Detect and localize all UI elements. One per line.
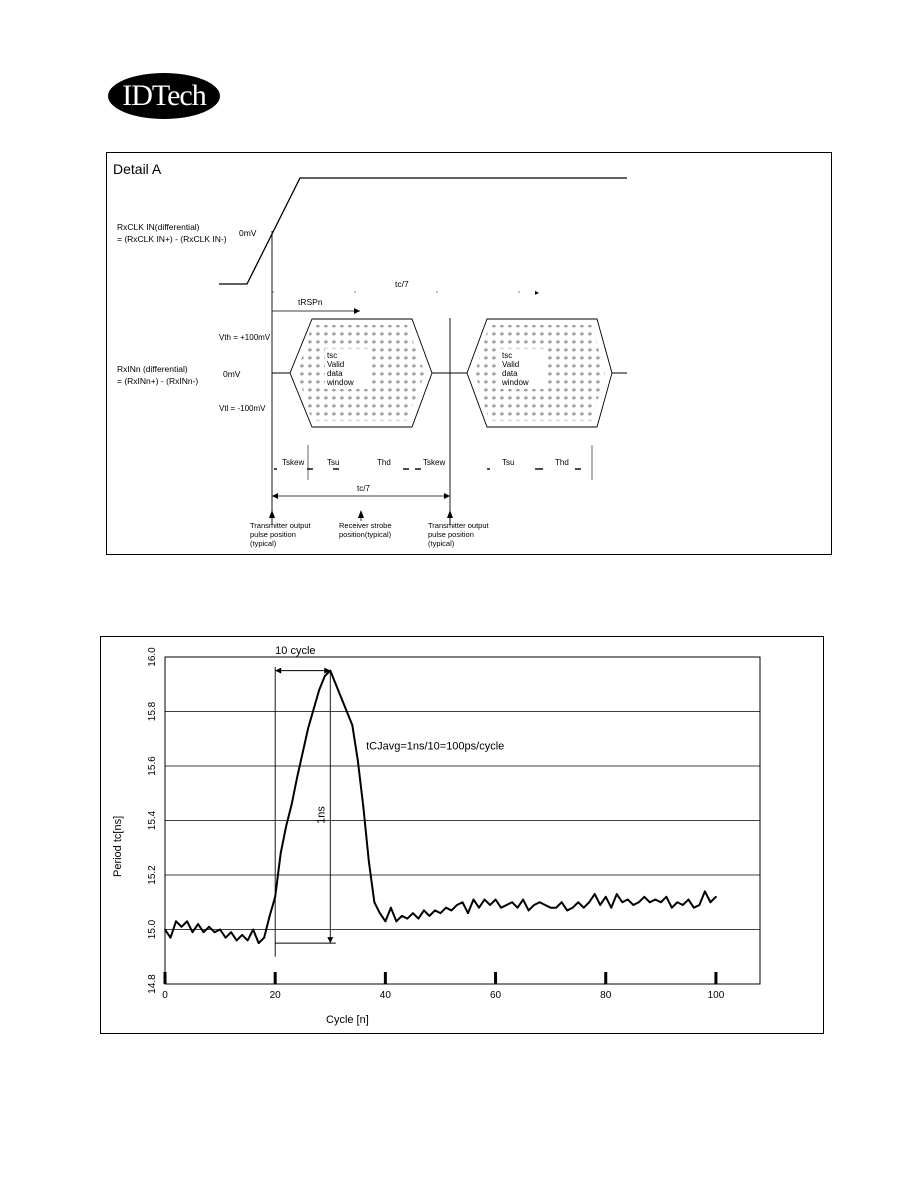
data-point bbox=[346, 711, 348, 713]
detail-title: Detail A bbox=[113, 161, 162, 177]
data-point bbox=[368, 860, 370, 862]
eye-1-label-0: tsc bbox=[327, 351, 338, 360]
jitter-avg-label: tCJavg=1ns/10=100ps/cycle bbox=[366, 740, 505, 753]
y-tick-label: 14.8 bbox=[147, 974, 158, 994]
data-point bbox=[219, 929, 221, 931]
data-point bbox=[462, 901, 464, 903]
data-point bbox=[528, 910, 530, 912]
data-point bbox=[418, 918, 420, 920]
data-point bbox=[671, 907, 673, 909]
data-point bbox=[197, 923, 199, 925]
data-point bbox=[621, 901, 623, 903]
data-point bbox=[423, 910, 425, 912]
y-tick-label: 15.2 bbox=[147, 865, 158, 885]
data-point bbox=[258, 942, 260, 944]
x-axis-label: Cycle [n] bbox=[326, 1014, 369, 1026]
data-point bbox=[588, 901, 590, 903]
data-point bbox=[676, 901, 678, 903]
data-point bbox=[285, 825, 287, 827]
period-chart-panel bbox=[100, 636, 824, 1034]
logo-text: IDTech bbox=[122, 79, 206, 112]
data-point bbox=[627, 899, 629, 901]
data-point bbox=[555, 907, 557, 909]
eye-2-label-2: data bbox=[502, 369, 518, 378]
data-point bbox=[208, 926, 210, 928]
vtl-label: Vtl = -100mV bbox=[219, 404, 266, 413]
data-point bbox=[225, 937, 227, 939]
data-point bbox=[550, 907, 552, 909]
data-point bbox=[269, 915, 271, 917]
data-point bbox=[594, 893, 596, 895]
data-point bbox=[357, 760, 359, 762]
data-point bbox=[263, 937, 265, 939]
trsp-arrow-head bbox=[354, 308, 360, 314]
company-logo bbox=[108, 73, 220, 119]
y-tick-label: 15.6 bbox=[147, 756, 158, 776]
data-point bbox=[429, 915, 431, 917]
data-point bbox=[583, 907, 585, 909]
data-point bbox=[407, 918, 409, 920]
data-point bbox=[522, 899, 524, 901]
tx1-ann-0: Transmitter output bbox=[250, 521, 311, 530]
data-point bbox=[506, 904, 508, 906]
data-point bbox=[456, 904, 458, 906]
data-point bbox=[682, 904, 684, 906]
data-point bbox=[236, 940, 238, 942]
tskew-1-label: Tskew bbox=[282, 458, 305, 467]
vth-label: Vth = +100mV bbox=[219, 333, 271, 342]
rx-ann-0: Receiver strobe bbox=[339, 521, 392, 530]
eye-2-label-0: tsc bbox=[502, 351, 513, 360]
data-point bbox=[434, 910, 436, 912]
data-point bbox=[329, 670, 331, 672]
data-point bbox=[572, 907, 574, 909]
data-point bbox=[252, 929, 254, 931]
data-point bbox=[654, 899, 656, 901]
data-point bbox=[401, 915, 403, 917]
data-point bbox=[379, 912, 381, 914]
period-chart bbox=[101, 637, 823, 1033]
data-point bbox=[440, 912, 442, 914]
data-point bbox=[175, 920, 177, 922]
thd-1-label: Thd bbox=[377, 458, 391, 467]
data-point bbox=[412, 912, 414, 914]
tx2-ann-0: Transmitter output bbox=[428, 521, 489, 530]
x-tick-label: 80 bbox=[600, 990, 612, 1001]
eye-1-label-3: window bbox=[327, 378, 354, 387]
data-point bbox=[335, 683, 337, 685]
detail-a-svg bbox=[107, 153, 831, 554]
eye-2-label-1: Valid bbox=[502, 360, 520, 369]
period-arrow-head: ▸ bbox=[535, 288, 540, 297]
y-tick-label: 15.4 bbox=[147, 810, 158, 831]
data-point bbox=[307, 727, 309, 729]
x-tick-label: 100 bbox=[707, 990, 725, 1001]
data-point bbox=[484, 899, 486, 901]
data-point bbox=[274, 896, 276, 898]
data-point bbox=[214, 931, 216, 933]
ten-cycle-label: 10 cycle bbox=[275, 645, 316, 657]
data-point bbox=[616, 893, 618, 895]
tx1-ann-2: (typical) bbox=[250, 539, 277, 548]
one-ns-arrow-head bbox=[327, 937, 333, 943]
data-point bbox=[373, 901, 375, 903]
data-point bbox=[665, 896, 667, 898]
eye-2-label-3: window bbox=[502, 378, 529, 387]
data-point bbox=[539, 901, 541, 903]
data-point bbox=[192, 931, 194, 933]
data-point bbox=[704, 890, 706, 892]
data-point bbox=[660, 901, 662, 903]
data-point bbox=[324, 675, 326, 677]
eye-1-label-1: Valid bbox=[327, 360, 345, 369]
data-point bbox=[467, 912, 469, 914]
data-point bbox=[302, 751, 304, 753]
tx1-ann-1: pulse position bbox=[250, 530, 296, 539]
y-axis-label: Period tc[ns] bbox=[112, 815, 124, 877]
data-label-1: RxINn (differential) bbox=[117, 364, 188, 374]
x-tick-label: 20 bbox=[269, 990, 281, 1001]
tx2-arrow bbox=[447, 510, 453, 518]
one-ns-label: 1ns bbox=[315, 806, 328, 824]
data-zero-mv: 0mV bbox=[223, 369, 241, 379]
data-point bbox=[181, 926, 183, 928]
data-point bbox=[451, 910, 453, 912]
ten-cycle-arrow-head-left bbox=[275, 668, 281, 674]
data-point bbox=[247, 940, 249, 942]
data-point bbox=[605, 896, 607, 898]
rx-arrow bbox=[358, 510, 364, 518]
data-point bbox=[638, 901, 640, 903]
period-label-bottom: tc/7 bbox=[357, 484, 370, 493]
data-point bbox=[710, 901, 712, 903]
data-point bbox=[340, 697, 342, 699]
data-point bbox=[164, 929, 166, 931]
data-point bbox=[561, 901, 563, 903]
data-point bbox=[230, 931, 232, 933]
data-point bbox=[632, 904, 634, 906]
period-label-top: tc/7 bbox=[395, 279, 409, 289]
data-point bbox=[649, 901, 651, 903]
tsu-2-label: Tsu bbox=[502, 458, 515, 467]
data-point bbox=[495, 899, 497, 901]
data-point bbox=[473, 899, 475, 901]
tsu-1-label: Tsu bbox=[327, 458, 340, 467]
data-point bbox=[698, 904, 700, 906]
data-point bbox=[478, 907, 480, 909]
y-tick-label: 16.0 bbox=[147, 647, 158, 667]
data-point bbox=[445, 907, 447, 909]
data-point bbox=[296, 776, 298, 778]
x-tick-label: 60 bbox=[489, 990, 502, 1001]
data-point bbox=[395, 920, 397, 922]
x-tick-label: 0 bbox=[162, 990, 168, 1001]
data-point bbox=[693, 907, 695, 909]
data-point bbox=[715, 896, 717, 898]
trsp-label: tRSPn bbox=[298, 297, 323, 307]
data-point bbox=[362, 806, 364, 808]
data-point bbox=[318, 689, 320, 691]
eye-1-label-2: data bbox=[327, 369, 343, 378]
data-point bbox=[517, 907, 519, 909]
tskew-2-label: Tskew bbox=[423, 458, 446, 467]
data-point bbox=[533, 904, 535, 906]
data-point bbox=[313, 708, 315, 710]
tick-layer bbox=[147, 647, 725, 1001]
data-point bbox=[643, 896, 645, 898]
thd-2-label: Thd bbox=[555, 458, 569, 467]
clock-zero-mv: 0mV bbox=[239, 228, 257, 238]
data-label-2: = (RxINn+) - (RxINn-) bbox=[117, 376, 199, 386]
data-point bbox=[280, 852, 282, 854]
tx2-ann-2: (typical) bbox=[428, 539, 455, 548]
x-tick-label: 40 bbox=[379, 990, 391, 1001]
data-point bbox=[511, 901, 513, 903]
clock-label-2: = (RxCLK IN+) - (RxCLK IN-) bbox=[117, 234, 227, 244]
y-tick-label: 15.0 bbox=[147, 919, 158, 940]
data-point bbox=[170, 937, 172, 939]
data-point bbox=[687, 899, 689, 901]
y-tick-label: 15.8 bbox=[147, 701, 158, 722]
data-point bbox=[489, 904, 491, 906]
data-point bbox=[610, 907, 612, 909]
data-point bbox=[544, 904, 546, 906]
detail-a-diagram bbox=[106, 152, 832, 555]
period-arrow-bottom-right bbox=[444, 493, 450, 499]
series-layer bbox=[164, 670, 717, 944]
data-point bbox=[390, 907, 392, 909]
rx-ann-1: position(typical) bbox=[339, 530, 392, 539]
tx1-arrow bbox=[269, 510, 275, 518]
data-point bbox=[384, 920, 386, 922]
data-point bbox=[500, 907, 502, 909]
data-point bbox=[351, 724, 353, 726]
clock-waveform bbox=[219, 178, 627, 284]
period-arrow-bottom-left bbox=[272, 493, 278, 499]
data-point bbox=[291, 803, 293, 805]
data-point bbox=[241, 934, 243, 936]
data-point bbox=[566, 910, 568, 912]
clock-label-1: RxCLK IN(differential) bbox=[117, 222, 200, 232]
data-point bbox=[186, 920, 188, 922]
tx2-ann-1: pulse position bbox=[428, 530, 474, 539]
data-point bbox=[577, 901, 579, 903]
data-point bbox=[599, 904, 601, 906]
data-point bbox=[203, 931, 205, 933]
